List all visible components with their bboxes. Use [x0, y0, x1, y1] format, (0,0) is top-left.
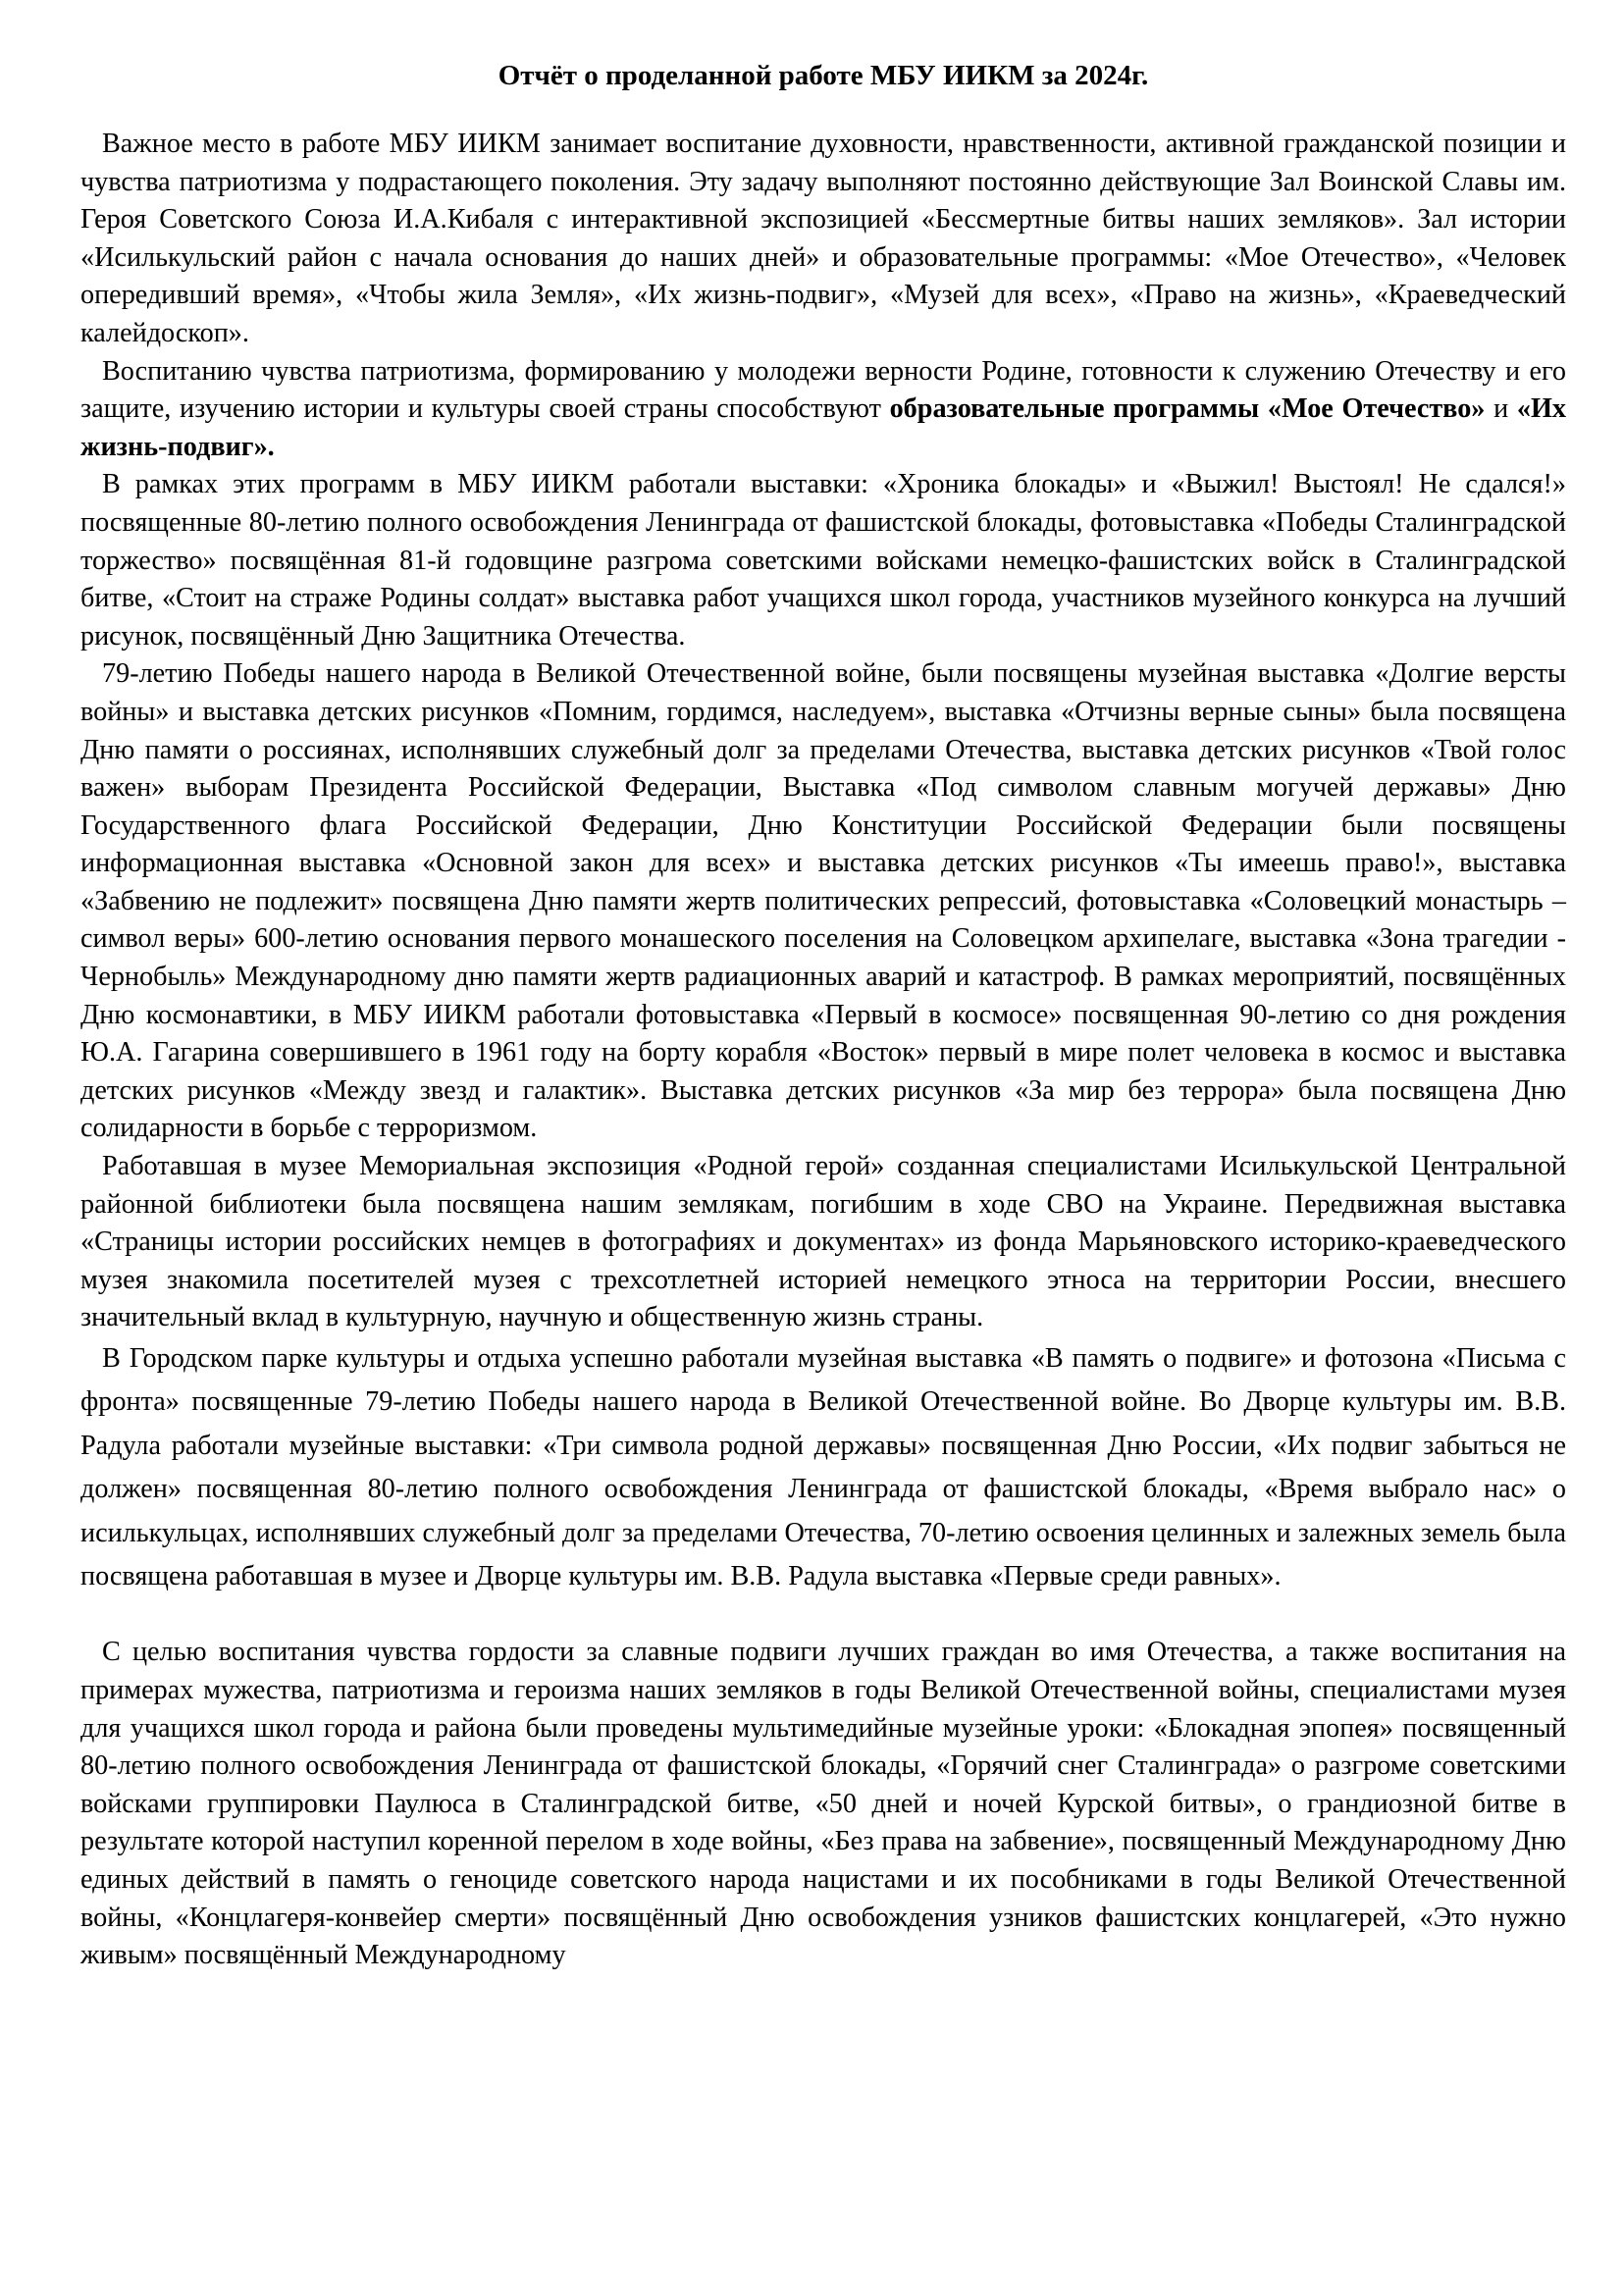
paragraph-memorial: Работавшая в музее Мемориальная экспозиция «Родной герой» созданная специалистами Исилькульской Центральной районной библиотеки была посвящена нашим землякам, погибшим в ходе СВО на Украине. Передвижная выставка «Страницы истории российских немцев в фотографиях и документах» из фонда Марьяновского историко-краеведческого музея знакомила посетителей музея с трехсотлетней историей немецкого этноса на территории России, внесшего значительный вклад в культурную, научную и общественную жизнь страны.: [80, 1151, 1566, 1333]
bold-program-name: «Их жизнь-подвиг».: [80, 393, 1566, 462]
document-title: Отчёт о проделанной работе МБУ ИИКМ за 2024г.: [498, 60, 1149, 91]
joiner-text: и: [1493, 393, 1509, 425]
paragraph-victory: 79-летию Победы нашего народа в Великой Отечественной войне, были посвящены музейная выставка «Долгие версты войны» и выставка детских рисунков «Помним, гордимся, наследуем», выставка «Отчизны верные сыны» была посвящена Дню памяти о россиянах, исполнявших служебный долг за пределами Отечества, выставка детских рисунков «Твой голос важен» выборам Президента Российской Федерации, Выставка «Под символом славным могучей державы» Дню Государственного флага Российской Федерации, Дню Конституции Российской Федерации были посвящены информационная выставка «Основной закон для всех» и выставка детских рисунков «Ты имеешь право!», выставка «Забвению не подлежит» посвящена Дню памяти жертв политических репрессий, фотовыставка «Соловецкий монастырь – символ веры» 600-летию основания первого монашеского поселения на Соловецком архипелаге, выставка «Зона трагедии - Чернобыль» Международному дню памяти жертв радиационных аварий и катастроф. В рамках мероприятий, посвящённых Дню космонавтики, в МБУ ИИКМ работали фотовыставка «Первый в космосе» посвященная 90-летию со дня рождения Ю.А. Гагарина совершившего в 1961 году на борту корабля «Восток» первый в мире полет человека в космос и выставка детских рисунков «Между звезд и галактик». Выставка детских рисунков «За мир без террора» была посвящена Дню солидарности в борьбе с терроризмом.: [80, 658, 1566, 1144]
bold-programs: образовательные программы «Мое Отечество»: [889, 393, 1486, 425]
document-page: [80, 57, 1566, 1975]
paragraph-exhibitions: В рамках этих программ в МБУ ИИКМ работали выставки: «Хроника блокады» и «Выжил! Выстоял! Не сдался!» посвященные 80-летию полного освобождения Ленинграда от фашистской блокады, фотовыставка «Победы Сталинградской торжество» посвящённая 81-й годовщине разгрома советскими войсками немецко-фашистских войск в Сталинградской битве, «Стоит на страже Родины солдат» выставка работ учащихся школ города, участников музейного конкурса на лучший рисунок, посвящённый Дню Защитника Отечества.: [80, 469, 1566, 652]
paragraph-intro: Важное место в работе МБУ ИИКМ занимает воспитание духовности, нравственности, активной гражданской позиции и чувства патриотизма у подрастающего поколения. Эту задачу выполняют постоянно действующие Зал Воинской Славы им. Героя Советского Союза И.А.Кибаля с интерактивной экспозицией «Бессмертные битвы наших земляков». Зал истории «Исилькульский район с начала основания до наших дней» и образовательные программы: «Мое Отечество», «Человек опередивший время», «Чтобы жила Земля», «Их жизнь-подвиг», «Музей для всех», «Право на жизнь», «Краеведческий калейдоскоп».: [80, 129, 1566, 348]
paragraph-patriotism-text: Воспитанию чувства патриотизма, формированию у молодежи верности Родине, готовности к служению Отечеству и его защите, изучению истории и культуры своей страны способствуют: [80, 355, 1566, 425]
paragraph-park: В Городском парке культуры и отдыха успешно работали музейная выставка «В память о подвиге» и фотозона «Письма с фронта» посвященные 79-летию Победы нашего народа в Великой Отечественной войне. Во Дворце культуры им. В.В. Радула работали музейные выставки: «Три символа родной державы» посвященная Дню России, «Их подвиг забыться не должен» посвященная 80-летию полного освобождения Ленинграда от фашистской блокады, «Время выбрало нас» о исилькульцах, исполнявших служебный долг за пределами Отечества, 70-летию освоения целинных и залежных земель была посвящена работавшая в музее и Дворце культуры им. В.В. Радула выставка «Первые среди равных».: [80, 1343, 1566, 1592]
paragraph-lessons: С целью воспитания чувства гордости за славные подвиги лучших граждан во имя Отечества, а также воспитания на примерах мужества, патриотизма и героизма наших земляков в годы Великой Отечественной войны, специалистами музея для учащихся школ города и района были проведены мультимедийные музейные уроки: «Блокадная эпопея» посвященный 80-летию полного освобождения Ленинграда от фашистской блокады, «Горячий снег Сталинграда» о разгроме советскими войсками группировки Паулюса в Сталинградской битве, «50 дней и ночей Курской битвы», о грандиозной битве в результате которой наступил коренной перелом в ходе войны, «Без права на забвение», посвященный Международному Дню единых действий в память о геноциде советского народа нацистами и их пособниками в годы Великой Отечественной войны, «Концлагеря-конвейер смерти» посвящённый Дню освобождения узников фашистских концлагерей, «Это нужно живым» посвящённый Международному: [80, 1637, 1566, 1971]
paragraph-patriotism: [80, 353, 1566, 467]
